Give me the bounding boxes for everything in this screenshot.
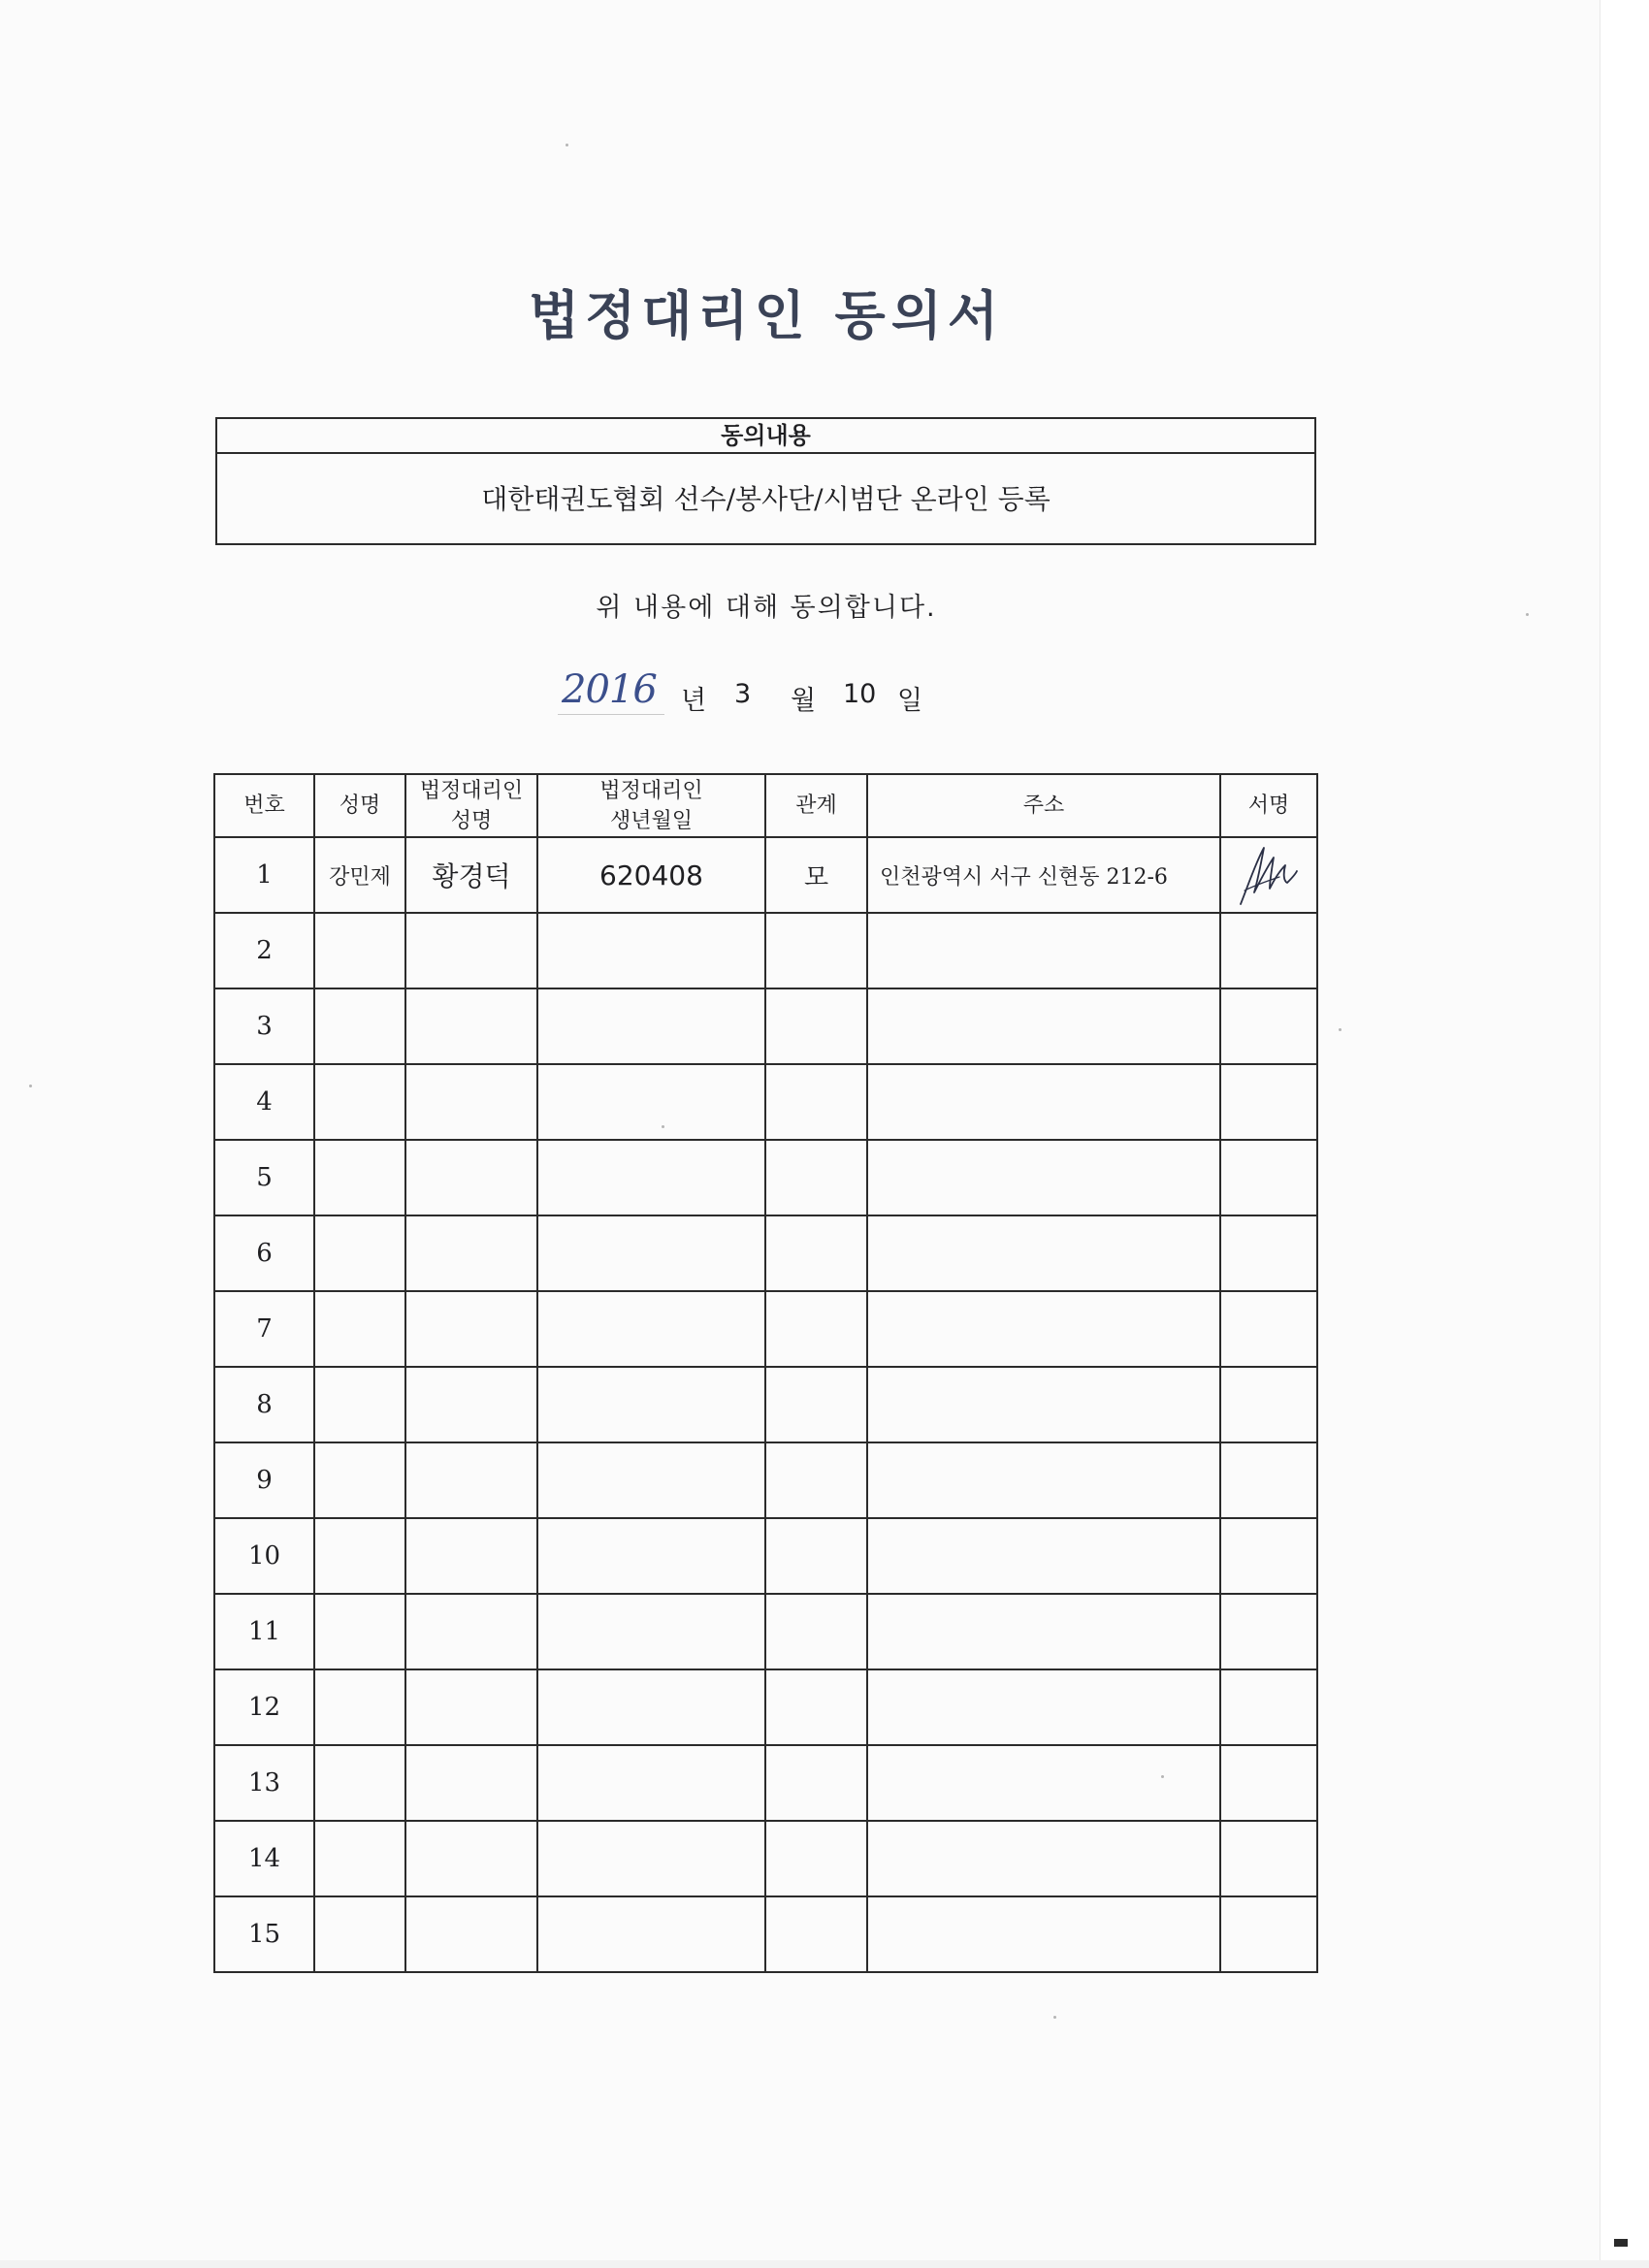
guardian-name-cell <box>405 1215 537 1291</box>
signature-cell <box>1220 1367 1317 1442</box>
row-number-cell: 5 <box>214 1140 314 1215</box>
guardian-birthdate-cell <box>537 1367 765 1442</box>
date-day: 10 <box>843 679 877 709</box>
row-number-cell: 4 <box>214 1064 314 1140</box>
scan-dust <box>566 144 568 146</box>
address-cell <box>867 1064 1220 1140</box>
guardian-name-cell <box>405 1064 537 1140</box>
header-no: 번호 <box>214 774 314 837</box>
applicant-name-cell <box>314 1745 405 1821</box>
year-underline <box>558 714 664 715</box>
scan-dust <box>1339 1028 1342 1031</box>
guardian-birthdate-cell <box>537 1442 765 1518</box>
relation-cell <box>765 1594 867 1669</box>
row-number-cell: 9 <box>214 1442 314 1518</box>
guardian-birthdate-cell <box>537 1594 765 1669</box>
relation-cell <box>765 1518 867 1594</box>
address-cell <box>867 988 1220 1064</box>
header-guardian-name-line2: 성명 <box>450 808 493 833</box>
address-cell: 인천광역시 서구 신현동 212-6 <box>867 837 1220 913</box>
header-name: 성명 <box>314 774 405 837</box>
signature-cell <box>1220 1518 1317 1594</box>
signature-cell <box>1220 1140 1317 1215</box>
applicant-name-cell <box>314 1594 405 1669</box>
row-number-cell: 1 <box>214 837 314 913</box>
applicant-name-cell <box>314 1669 405 1745</box>
guardian-birthdate-cell <box>537 988 765 1064</box>
relation-cell <box>765 988 867 1064</box>
guardian-birthdate-cell <box>537 1669 765 1745</box>
header-relation: 관계 <box>765 774 867 837</box>
table-row <box>214 1669 1317 1745</box>
table-row <box>214 1896 1317 1972</box>
row-number-cell: 10 <box>214 1518 314 1594</box>
guardian-birthdate-cell <box>537 1140 765 1215</box>
consent-header: 동의내용 <box>217 419 1314 454</box>
applicant-name-cell <box>314 1821 405 1896</box>
applicant-name-cell <box>314 1291 405 1367</box>
guardian-name-cell <box>405 1821 537 1896</box>
relation-cell <box>765 1215 867 1291</box>
header-guardian-birth-line1: 법정대리인 <box>599 778 703 803</box>
guardian-birthdate-cell <box>537 913 765 988</box>
guardian-birthdate-cell <box>537 1518 765 1594</box>
table-row <box>214 1291 1317 1367</box>
applicant-name-cell <box>314 1896 405 1972</box>
signature-cell <box>1220 1669 1317 1745</box>
signature-cell <box>1220 1064 1317 1140</box>
guardian-birthdate-cell <box>537 1821 765 1896</box>
table-row <box>214 1442 1317 1518</box>
row-number-cell: 8 <box>214 1367 314 1442</box>
address-cell <box>867 1367 1220 1442</box>
guardian-name-cell <box>405 1291 537 1367</box>
relation-cell <box>765 1367 867 1442</box>
guardian-table <box>213 773 1318 1973</box>
scan-edge-bottom <box>0 2260 1649 2268</box>
table-row <box>214 1140 1317 1215</box>
guardian-birthdate-cell: 620408 <box>537 837 765 913</box>
address-cell <box>867 1140 1220 1215</box>
applicant-name-cell: 강민제 <box>314 837 405 913</box>
signature-cell <box>1220 913 1317 988</box>
applicant-name-cell <box>314 1442 405 1518</box>
table-row <box>214 1064 1317 1140</box>
signature-cell <box>1220 1442 1317 1518</box>
row-number-cell: 12 <box>214 1669 314 1745</box>
address-cell <box>867 1518 1220 1594</box>
relation-cell <box>765 1821 867 1896</box>
signature-cell <box>1220 1896 1317 1972</box>
applicant-name-cell <box>314 1367 405 1442</box>
header-guardian-name-line1: 법정대리인 <box>419 778 524 803</box>
signature-cell <box>1220 1745 1317 1821</box>
date-day-unit: 일 <box>897 686 923 716</box>
table-row <box>214 1594 1317 1669</box>
document-title: 법정대리인 동의서 <box>528 285 1005 346</box>
address-cell <box>867 1291 1220 1367</box>
guardian-name-cell <box>405 1140 537 1215</box>
signature-cell <box>1220 1291 1317 1367</box>
guardian-name-cell <box>405 1745 537 1821</box>
signature-cell <box>1220 1215 1317 1291</box>
table-row <box>214 913 1317 988</box>
row-number-cell: 3 <box>214 988 314 1064</box>
address-cell <box>867 913 1220 988</box>
scan-dust <box>29 1085 32 1087</box>
guardian-name-cell <box>405 1442 537 1518</box>
date-year-unit: 년 <box>681 686 707 716</box>
guardian-birthdate-cell <box>537 1064 765 1140</box>
table-row <box>214 1518 1317 1594</box>
row-number-cell: 15 <box>214 1896 314 1972</box>
scan-edge <box>1600 0 1649 2268</box>
row-number-cell: 13 <box>214 1745 314 1821</box>
date-month-unit: 월 <box>791 686 817 716</box>
header-guardian-birth-line2: 생년월일 <box>609 808 693 833</box>
guardian-birthdate-cell <box>537 1215 765 1291</box>
row-number-cell: 14 <box>214 1821 314 1896</box>
signature-mark <box>1235 842 1303 908</box>
applicant-name-cell <box>314 1140 405 1215</box>
table-body <box>214 837 1317 1972</box>
table-row <box>214 1745 1317 1821</box>
date-month: 3 <box>734 679 752 709</box>
address-cell <box>867 1594 1220 1669</box>
relation-cell <box>765 1442 867 1518</box>
scan-mark <box>1614 2239 1628 2247</box>
table-row <box>214 1367 1317 1442</box>
applicant-name-cell <box>314 1215 405 1291</box>
row-number-cell: 7 <box>214 1291 314 1367</box>
applicant-name-cell <box>314 988 405 1064</box>
relation-cell: 모 <box>765 837 867 913</box>
header-guardian-name <box>405 774 537 837</box>
row-number-cell: 2 <box>214 913 314 988</box>
relation-cell <box>765 1745 867 1821</box>
table-row <box>214 837 1317 913</box>
address-cell <box>867 1745 1220 1821</box>
guardian-name-cell <box>405 913 537 988</box>
scan-dust <box>1053 2016 1056 2019</box>
header-guardian-birth <box>537 774 765 837</box>
relation-cell <box>765 1140 867 1215</box>
address-cell <box>867 1669 1220 1745</box>
header-address: 주소 <box>867 774 1220 837</box>
guardian-name-cell <box>405 988 537 1064</box>
guardian-name-cell <box>405 1367 537 1442</box>
relation-cell <box>765 1669 867 1745</box>
row-number-cell: 11 <box>214 1594 314 1669</box>
date-year: 2016 <box>562 667 657 712</box>
consent-box <box>215 417 1316 545</box>
relation-cell <box>765 1896 867 1972</box>
relation-cell <box>765 1064 867 1140</box>
guardian-birthdate-cell <box>537 1291 765 1367</box>
address-cell <box>867 1896 1220 1972</box>
header-signature: 서명 <box>1220 774 1317 837</box>
signature-cell <box>1220 1594 1317 1669</box>
agreement-statement: 위 내용에 대해 동의합니다. <box>596 593 937 623</box>
address-cell <box>867 1215 1220 1291</box>
table-header-row <box>214 774 1317 837</box>
applicant-name-cell <box>314 913 405 988</box>
signature-cell <box>1220 988 1317 1064</box>
guardian-birthdate-cell <box>537 1896 765 1972</box>
guardian-birthdate-cell <box>537 1745 765 1821</box>
guardian-name-cell: 황경덕 <box>405 837 537 913</box>
row-number-cell: 6 <box>214 1215 314 1291</box>
guardian-name-cell <box>405 1518 537 1594</box>
address-cell <box>867 1821 1220 1896</box>
table-row <box>214 988 1317 1064</box>
applicant-name-cell <box>314 1064 405 1140</box>
guardian-name-cell <box>405 1594 537 1669</box>
address-cell <box>867 1442 1220 1518</box>
guardian-name-cell <box>405 1896 537 1972</box>
relation-cell <box>765 1291 867 1367</box>
signature-cell <box>1220 1821 1317 1896</box>
table-row <box>214 1821 1317 1896</box>
consent-body: 대한태권도협회 선수/봉사단/시범단 온라인 등록 <box>481 483 1051 515</box>
applicant-name-cell <box>314 1518 405 1594</box>
signature-cell <box>1220 837 1317 913</box>
table-row <box>214 1215 1317 1291</box>
relation-cell <box>765 913 867 988</box>
guardian-name-cell <box>405 1669 537 1745</box>
